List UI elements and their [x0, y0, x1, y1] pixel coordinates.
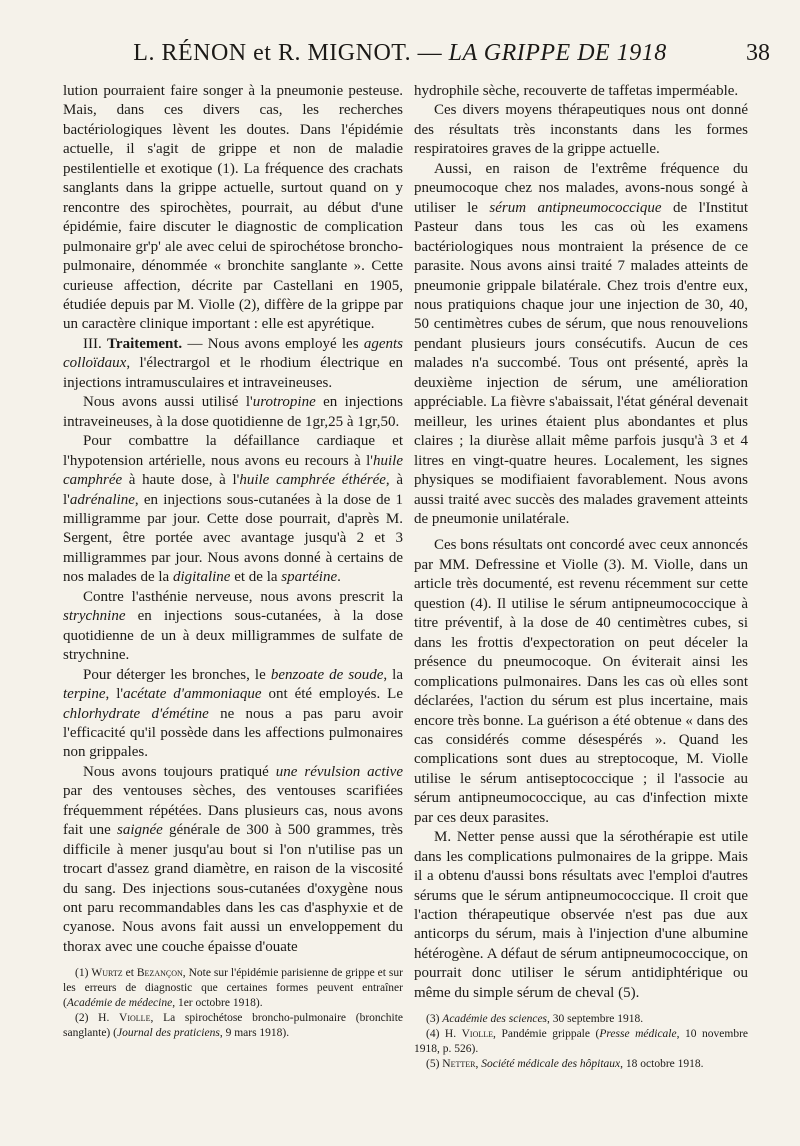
text-run: , Note sur l'épidémie parisienne de grippe et sur les erreurs de diagnostic que certaines formes peuvent entraîner (: [63, 967, 403, 1010]
text-run: ,: [475, 1058, 482, 1071]
paragraph-treatment: [63, 335, 403, 393]
text-run: (2) H.: [75, 1012, 120, 1025]
paragraph: [63, 393, 403, 432]
text-run: Nous avons aussi utilisé l': [83, 394, 253, 411]
emphasis: adrénaline: [69, 491, 135, 508]
paragraph: M. Netter pense aussi que la sérothérapie est utile dans les complications pulmonaires de la grippe. Mais il a obtenu d'aussi bons résultats avec l'emploi d'autres sérums que le sérum antipneumococcique. Il croit que l'action thérapeutique observée n'est pas due aux anticorps du sérum, mais à l'injection d'une albumine hétérogène. A défaut de sérum antipneumococcique, on pourrait donc utiliser le sérum antidiphtérique ou même du simple sérum de cheval (5).: [414, 829, 748, 1001]
section-number: III.: [83, 335, 108, 352]
emphasis: Académie de médecine: [66, 997, 173, 1010]
text-run: ont été employés. Le: [261, 686, 403, 703]
text-run: (5): [426, 1058, 443, 1071]
emphasis: digitaline: [172, 569, 231, 586]
text-run: , l'électrargol et le rhodium électrique en injections intramusculaires et intraveineuses.: [63, 355, 403, 391]
text-run: (4) H.: [426, 1028, 462, 1041]
running-header: [0, 40, 800, 80]
text-run: de l'Institut Pasteur dans tous les cas où les examens bactériologiques nous montraient la présence de ce parasite. Nous avons ainsi traité 7 malades atteints de pneumonie grippale bilatérale. Chez trois d'entre eux, nous pratiquions chaque jour une injection de 30, 40, 50 centimètres cubes de sérum, que nous renouvelions pendant plusieurs jours consécutifs. Aucun de ces malades n'a succombé. Tous ont présenté, après la deuxième injection de sérum, une amélioration appréciable. La fièvre s'abaissait, l'état général devenait meilleur, les urines étaient plus abondantes et plus claires ; la diurèse allait même parfois jusqu'à 3 et 4 litres en vingt-quatre heures. Localement, les signes physiques se modifiaient favorablement. Nous avons aussi traité avec succès des malades gravement atteints de pneumonie unilatérale.: [414, 199, 748, 527]
paragraph: Ces bons résultats ont concordé avec ceux annoncés par MM. Defressine et Violle (3). M. Violle, dans un article très documenté, est revenu récemment sur cette question (4). Il utilise le sérum antipneumococcique à titre préventif, à la dose de 40 centimètres cubes, si dans les frottis d'expectoration on peut déceler la présence du pneumocoque. On éviterait ainsi les complications pulmonaires. Dans les cas où elles sont déclarées, l'action du sérum est plus incertaine, mais encore très bonne. La guérison a été obtenue « dans des cas considérés comme désespérés ». Quand les complications sont dues au streptocoque, M. Violle utilise le sérum antiseptococcique ; il l'associe au sérum antipneumococcique, au cas d'infection mixte par ces deux parasites.: [414, 537, 748, 826]
text-run: à haute dose, à l': [122, 472, 240, 489]
footnotes-left: [63, 966, 403, 1041]
header-separator: —: [411, 40, 449, 66]
text-run: , 30 septembre 1918.: [547, 1013, 644, 1026]
section-heading: Traitement.: [107, 335, 183, 352]
footnotes-right: [414, 1012, 748, 1072]
paragraph: hydrophile sèche, recouverte de taffetas imperméable.: [414, 83, 739, 99]
text-run: générale de 300 à 500 grammes, très difficile à mener jusqu'au bout si l'on n'utilise pas un trocart d'assez grand diamètre, en raison de la viscosité du sang. Des injections sous-cutanées d'oxygène nous ont paru recommandables dans les cas d'asphyxie et de cyanose. Nous avons fait aussi un enveloppement du thorax avec une couche épaisse d'ouate: [63, 822, 403, 955]
emphasis: Académie des sciences: [442, 1013, 548, 1026]
text-run: , 1er octobre 1918).: [172, 997, 263, 1010]
text-run: (3): [426, 1013, 443, 1026]
author-name: Violle: [461, 1028, 494, 1041]
page-number: 38: [745, 40, 772, 66]
text-run: , en injections sous-cutanées à la dose de 1 milligramme par jour. Cette dose pourrait, d'après M. Sergent, être portée avec avantage jusqu'à 2 et 3 milligrammes par jour. Nous avons donné à certains de nos malades de la: [63, 491, 403, 586]
paragraph: [63, 588, 403, 666]
author-name: Bezançon: [136, 967, 183, 980]
emphasis: chlorhydrate d'émétine: [63, 705, 209, 722]
footnote-4: [414, 1027, 748, 1057]
text-run: , 18 octobre 1918.: [620, 1058, 704, 1071]
paragraph: Ces divers moyens thérapeutiques nous ont donné des résultats très inconstants dans les formes respiratoires graves de la grippe actuelle.: [414, 102, 748, 158]
text-run: et de la: [230, 569, 282, 586]
paragraph: [63, 432, 403, 588]
text-run: , la: [383, 666, 403, 683]
emphasis: terpine: [63, 686, 106, 703]
emphasis: urotropine: [252, 394, 316, 411]
emphasis: sérum antipneumococcique: [489, 199, 662, 216]
text-run: en injections intraveineuses, à la dose quotidienne de 1gr,25 à 1gr,50.: [63, 394, 403, 430]
left-column: [63, 82, 403, 1041]
emphasis: agents colloïdaux: [63, 335, 403, 372]
footnote-5: [414, 1057, 748, 1072]
text-run: — Nous avons employé les: [182, 335, 364, 352]
text-run: , à l': [63, 472, 403, 508]
paragraph: [63, 763, 403, 958]
text-run: Aussi, en raison de l'extrême fréquence du pneumocoque chez nos malades, avons-nous songé à utiliser le: [414, 160, 748, 216]
emphasis: huile camphrée éthérée: [239, 472, 386, 489]
author-name: Wurtz: [91, 967, 123, 980]
right-column: [414, 82, 748, 1072]
text-run: par des ventouses sèches, des ventouses scarifiées fréquemment répétées. Dans plusieurs cas, nous avons fait une: [63, 783, 403, 839]
text-run: Pour combattre la défaillance cardiaque et l'hypotension artérielle, nous avons eu recours à l': [63, 433, 403, 469]
emphasis: Journal des praticiens: [116, 1027, 220, 1040]
emphasis: strychnine: [63, 608, 126, 625]
paragraph: lution pourraient faire songer à la pneumonie pesteuse. Mais, dans ces divers cas, les recherches bactériologiques lèvent les doutes. Dans l'épidémie actuelle, il s'agit de grippe et non de maladie pestilentielle et exotique (1). La fréquence des crachats sanglants dans la grippe actuelle, surtout quand on y rencontre des spirochètes, pourrait, au début d'une épidémie, faire discuter le diagnostic de complication pulmonaire gr'p' ale avec celui de spirochétose broncho-pulmonaire, dénommée « bronchite sanglante ». Cette curieuse affection, décrite par Castellani en 1905, étudiée depuis par M. Violle (2), diffère de la grippe par un caractère clinique important : elle est apyrétique.: [63, 83, 403, 333]
text-run: Nous avons toujours pratiqué: [83, 763, 276, 780]
emphasis: Presse médicale: [599, 1028, 677, 1041]
text-run: , Pandémie grippale (: [493, 1028, 600, 1041]
text-run: (1): [75, 967, 92, 980]
text-run: .: [337, 569, 341, 586]
author-name: Violle: [119, 1012, 151, 1025]
text-run: , La spirochétose broncho-pulmonaire (bronchite sanglante) (: [63, 1012, 403, 1040]
text-run: , 9 mars 1918).: [219, 1027, 290, 1040]
emphasis: une révulsion active: [275, 763, 403, 780]
text-run: et: [122, 967, 137, 980]
paragraph: [414, 160, 748, 530]
footnote-1: [63, 966, 403, 1011]
emphasis: Société médicale des hôpitaux: [481, 1058, 621, 1071]
footnote-2: [63, 1011, 403, 1041]
emphasis: acétate d'ammoniaque: [123, 686, 262, 703]
paragraph: [63, 666, 403, 763]
emphasis: spartéine: [281, 569, 338, 586]
text-run: ne nous a pas paru avoir l'efficacité qu'il possède dans les affections pulmonaires non grippales.: [63, 705, 404, 761]
header-authors: L. RÉNON et R. MIGNOT.: [133, 40, 412, 66]
text-run: Contre l'asthénie nerveuse, nous avons prescrit la: [83, 588, 403, 605]
footnote-3: [414, 1012, 748, 1027]
author-name: Netter: [442, 1058, 476, 1071]
text-run: , l': [105, 686, 124, 703]
emphasis: benzoate de soude: [270, 666, 384, 683]
emphasis: saignée: [116, 822, 163, 839]
header-running-title: LA GRIPPE DE 1918: [448, 40, 667, 66]
text-run: Pour déterger les bronches, le: [83, 666, 271, 683]
text-run: en injections sous-cutanées, à la dose quotidienne de un à deux milligrammes de sulfate de strychnine.: [63, 608, 403, 664]
emphasis: huile camphrée: [63, 452, 403, 489]
running-title: [0, 40, 800, 67]
text-run: , 10 novembre 1918, p. 526).: [414, 1028, 749, 1056]
